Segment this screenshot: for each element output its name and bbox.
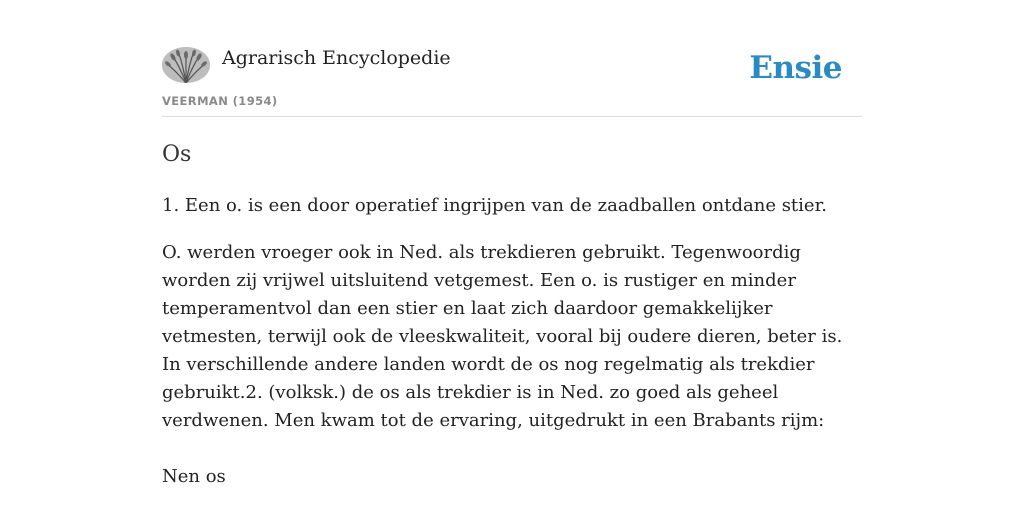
page xyxy=(162,0,862,487)
entry-content xyxy=(162,192,862,510)
wheat-icon[interactable] xyxy=(162,47,210,83)
entry-title: Os xyxy=(162,142,192,167)
poem-line: Nen os xyxy=(162,466,226,487)
entry-paragraph-1: 1. Een o. is een door operatief ingrijpen van de zaadballen ontdane stier. xyxy=(162,195,827,216)
book-title[interactable]: Agrarisch Encyclopedie xyxy=(222,47,451,69)
brand-logo-link[interactable]: Ensie xyxy=(749,50,842,86)
book-subtitle: VEERMAN (1954) xyxy=(162,94,278,108)
header xyxy=(162,0,862,117)
entry-paragraph-2: O. werden vroeger ook in Ned. als trekdieren gebruikt. Tegenwoordig worden zij vrijwel uitsluitend vetgemest. Een o. is rustiger en minder temperamentvol dan een stier en laat zich daardoor gemakkelijker vetmesten, terwijl ook de vleeskwaliteit, vooral bij oudere dieren, beter is. In verschillende andere landen wordt de os nog regelmatig als trekdier gebruikt.2. (volksk.) de os als trekdier is in Ned. zo goed als geheel verdwenen. Men kwam tot de ervaring, uitgedrukt in een Brabants rijm: xyxy=(162,242,843,431)
